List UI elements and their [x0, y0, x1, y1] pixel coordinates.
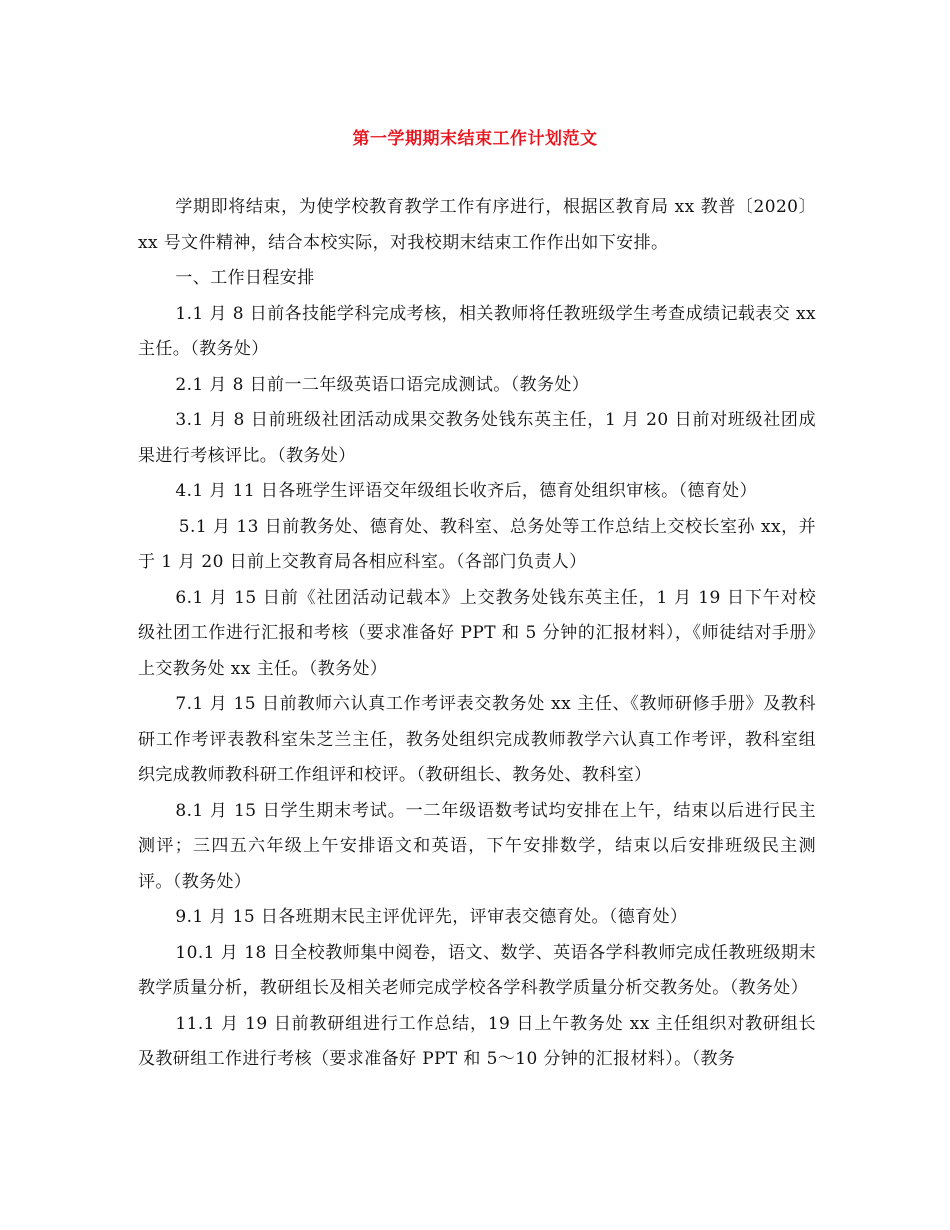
document-title: 第一学期期末结束工作计划范文: [352, 129, 598, 149]
document-body: [138, 190, 816, 1078]
schedule-item-1: 1.1 月 8 日前各技能学科完成考核，相关教师将任教班级学生考查成绩记载表交 xx 主任。（教务处）: [138, 303, 816, 359]
schedule-item-3: 3.1 月 8 日前班级社团活动成果交教务处钱东英主任，1 月 20 日前对班级社团成果进行考核评比。（教务处）: [138, 410, 816, 466]
schedule-item-9: 9.1 月 15 日各班期末民主评优评先，评审表交德育处。（德育处）: [175, 907, 688, 927]
schedule-item-11: 11.1 月 19 日前教研组进行工作总结，19 日上午教务处 xx 主任组织对教研组长及教研组工作进行考核（要求准备好 PPT 和 5～10 分钟的汇报材料）。（教务: [138, 1013, 816, 1069]
schedule-item-8: 8.1 月 15 日学生期末考试。一二年级语数考试均安排在上午，结束以后进行民主测评；三四五六年级上午安排语文和英语，下午安排数学，结束以后安排班级民主测评。（教务处）: [138, 800, 816, 892]
section-heading-schedule: 一、工作日程安排: [175, 268, 315, 288]
schedule-item-5: 5.1 月 13 日前教务处、德育处、教科室、总务处等工作总结上交校长室孙 xx，并于 1 月 20 日前上交教育局各相应科室。（各部门负责人）: [138, 516, 816, 572]
schedule-item-10: 10.1 月 18 日全校教师集中阅卷，语文、数学、英语各学科教师完成任教班级期末教学质量分析，教研组长及相关老师完成学校各学科教学质量分析交教务处。（教务处）: [138, 942, 816, 998]
schedule-item-6: 6.1 月 15 日前《社团活动记载本》上交教务处钱东英主任，1 月 19 日下午对校级社团工作进行汇报和考核（要求准备好 PPT 和 5 分钟的汇报材料），《师徒结对手册》上交教务处 xx 主任。（教务处）: [138, 587, 816, 679]
paragraph-intro: 学期即将结束，为使学校教育教学工作有序进行，根据区教育局 xx 教普〔2020〕xx 号文件精神，结合本校实际，对我校期末结束工作作出如下安排。: [138, 197, 816, 253]
schedule-item-7: 7.1 月 15 日前教师六认真工作考评表交教务处 xx 主任、《教师研修手册》及教科研工作考评表教科室朱芝兰主任，教务处组织完成教师教学六认真工作考评，教科室组织完成教师教科研工作组评和校评。（教研组长、教务处、教科室）: [138, 694, 816, 785]
schedule-item-4: 4.1 月 11 日各班学生评语交年级组长收齐后，德育处组织审核。（德育处）: [175, 481, 757, 501]
schedule-item-2: 2.1 月 8 日前一二年级英语口语完成测试。（教务处）: [175, 374, 590, 395]
